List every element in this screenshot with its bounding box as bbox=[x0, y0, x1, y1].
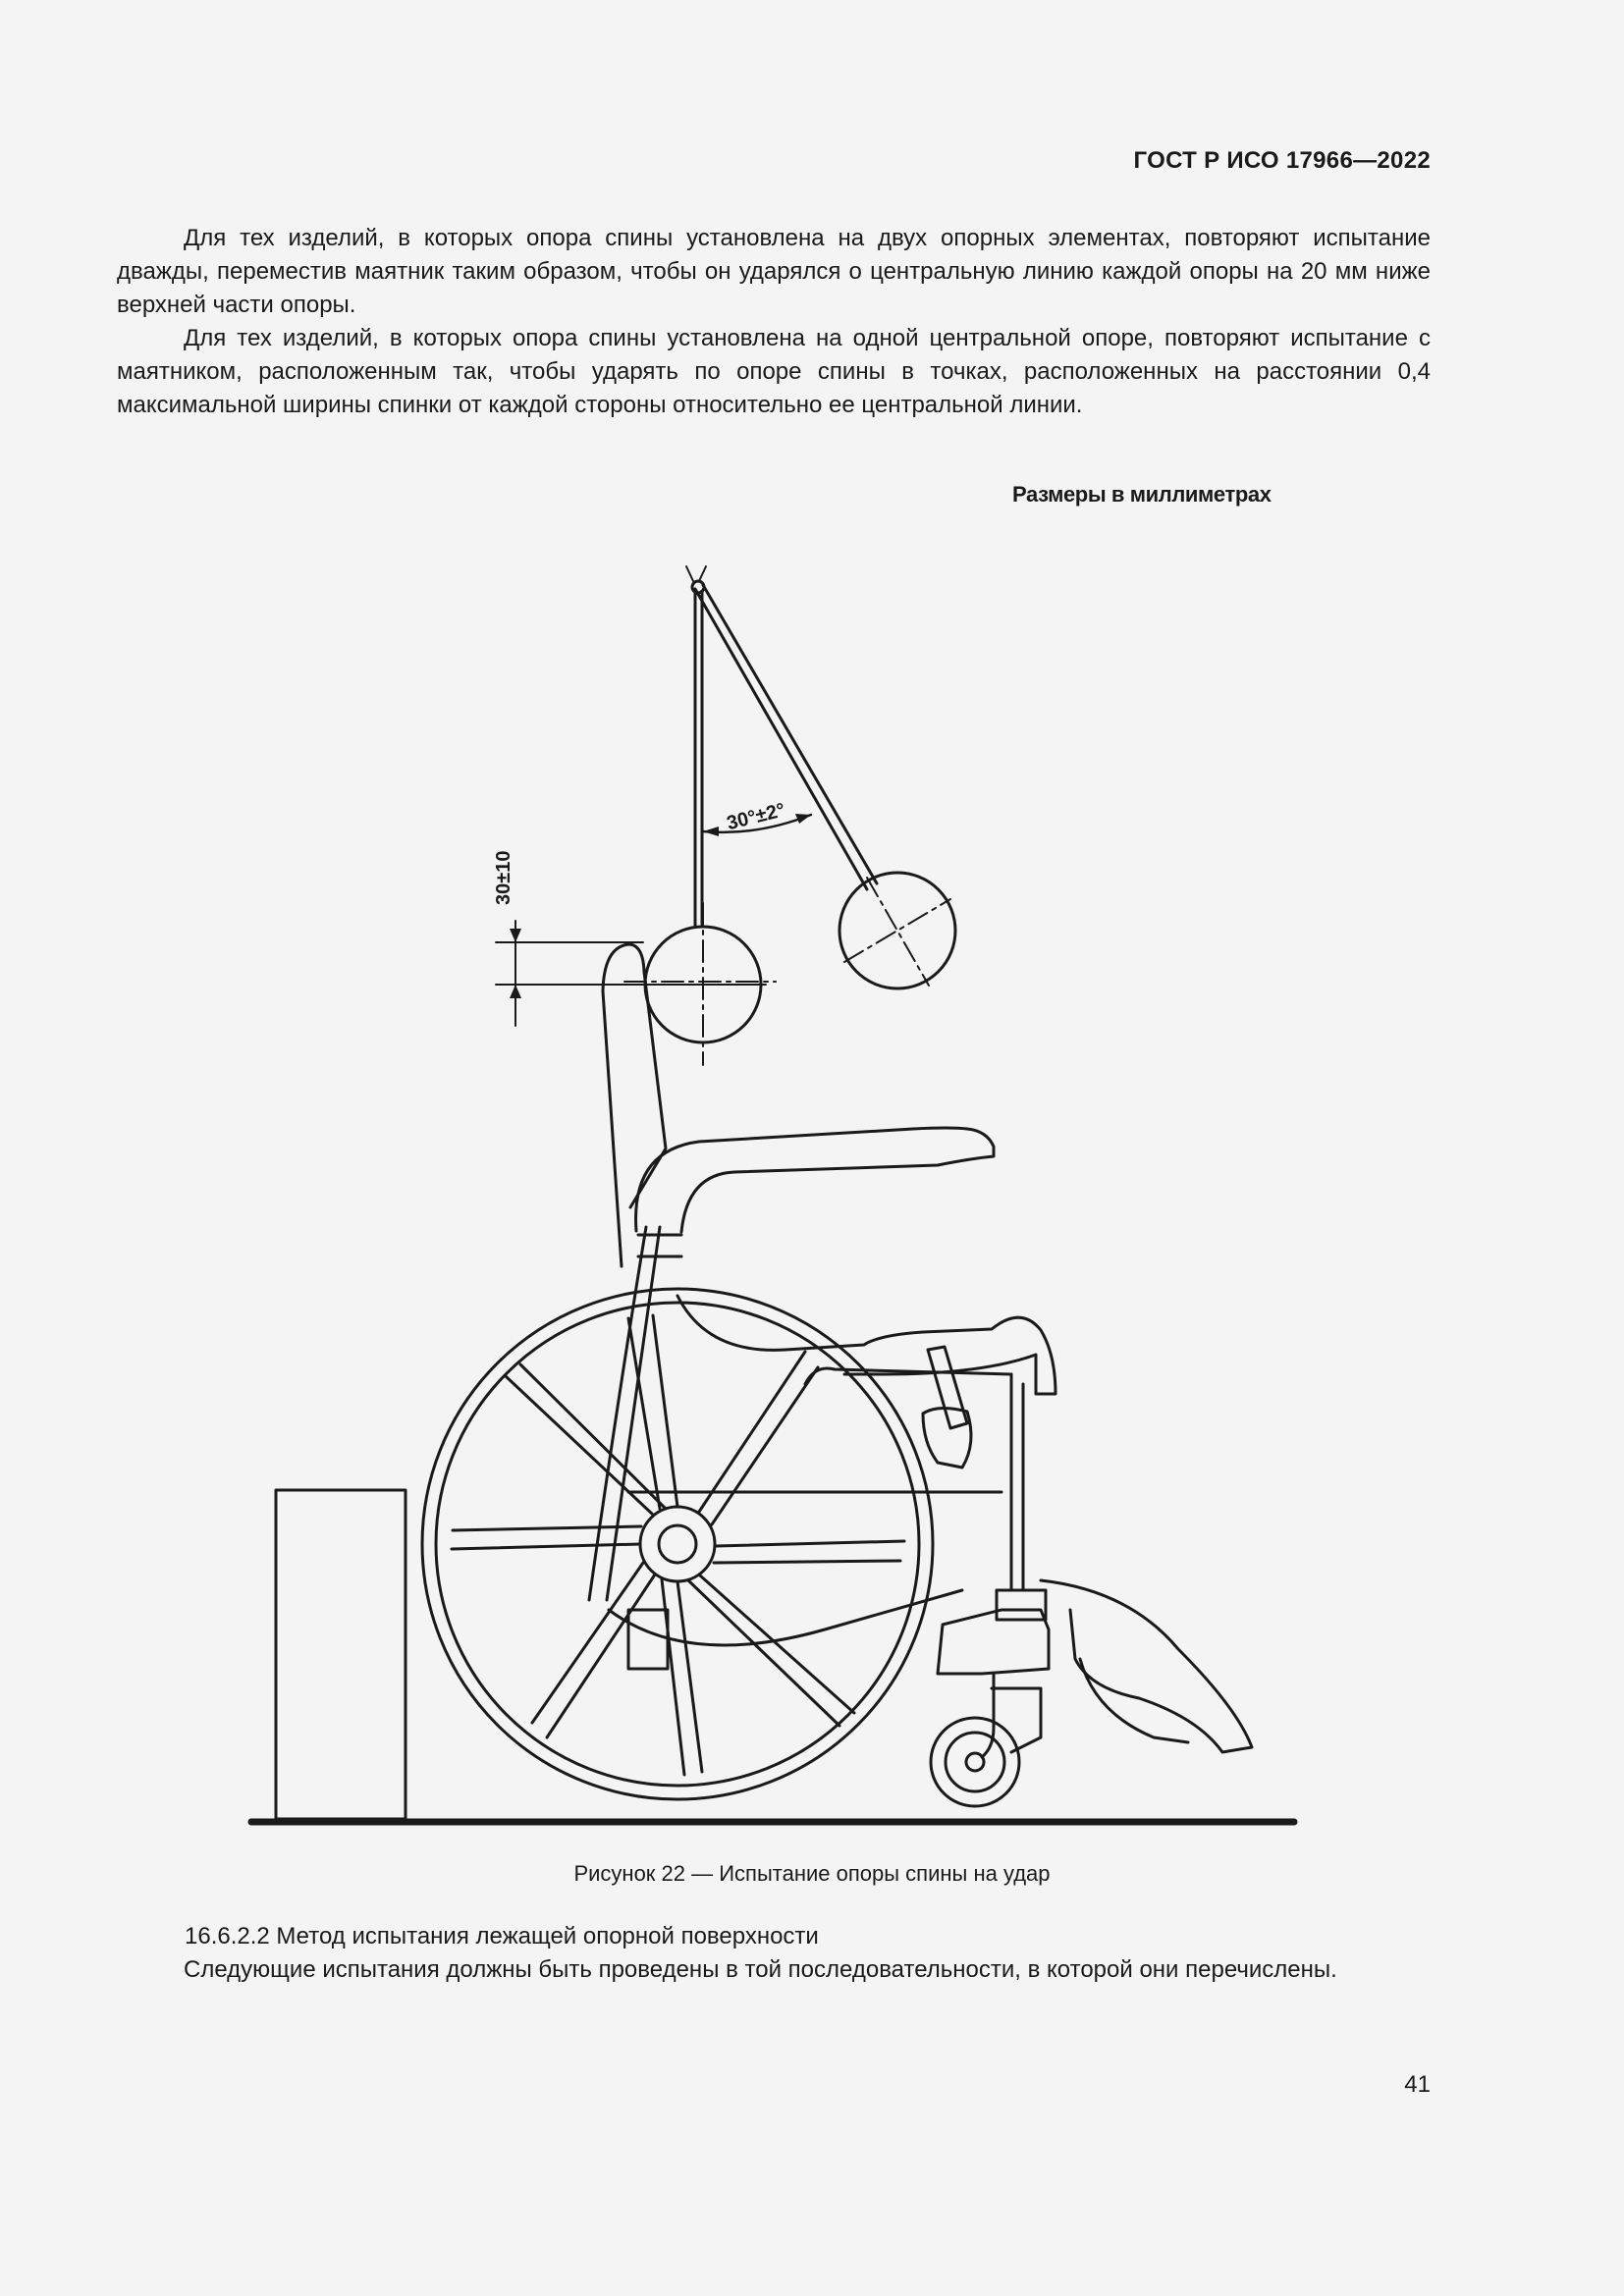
angle-label: 30°±2° bbox=[724, 799, 787, 835]
section-16-6-2-2 bbox=[185, 1920, 819, 1953]
impact-block bbox=[276, 1490, 406, 1819]
pendulum-swung bbox=[695, 585, 955, 988]
units-note: Размеры в миллиметрах bbox=[1012, 482, 1272, 507]
backrest-impact-diagram bbox=[236, 550, 1316, 1845]
height-label: 30±10 bbox=[493, 850, 514, 905]
caster-wheel bbox=[931, 1674, 1041, 1806]
figure-caption: Рисунок 22 — Испытание опоры спины на удар bbox=[573, 1861, 1051, 1886]
paragraph-single-support: Для тех изделий, в которых опора спины установлена на одной центральной опоре, повторяют испытание с маятником, расположенным так, чтобы ударять по опоре спины в точках, расположенных на расстоянии 0,4 максимальной ширины спинки от каждой стороны относительно ее центральной линии. bbox=[117, 325, 1431, 418]
page-number: 41 bbox=[1404, 2071, 1431, 2098]
seat-frame bbox=[589, 1227, 1056, 1669]
section-body: Следующие испытания должны быть проведены в той последовательности, в которой они перечислены. bbox=[184, 1956, 1337, 1983]
paragraph-two-supports: Для тех изделий, в которых опора спины установлена на двух опорных элементах, повторяют испытание дважды, переместив маятник таким образом, чтобы он ударялся о центральную линию каждой опоры на 20 мм ниже верхней части опоры. bbox=[117, 225, 1431, 318]
footrest bbox=[938, 1580, 1252, 1752]
rear-wheel bbox=[422, 1289, 933, 1799]
document-header: ГОСТ Р ИСО 17966—2022 bbox=[1133, 147, 1431, 174]
figure-22 bbox=[236, 550, 1316, 1850]
height-dimension bbox=[496, 921, 766, 1026]
armrest bbox=[636, 1128, 994, 1256]
section-heading: 16.6.2.2 Метод испытания лежащей опорной поверхности bbox=[185, 1923, 819, 1949]
brake-lever bbox=[923, 1347, 971, 1468]
backrest bbox=[603, 944, 666, 1266]
wheel-spokes bbox=[452, 1315, 904, 1775]
